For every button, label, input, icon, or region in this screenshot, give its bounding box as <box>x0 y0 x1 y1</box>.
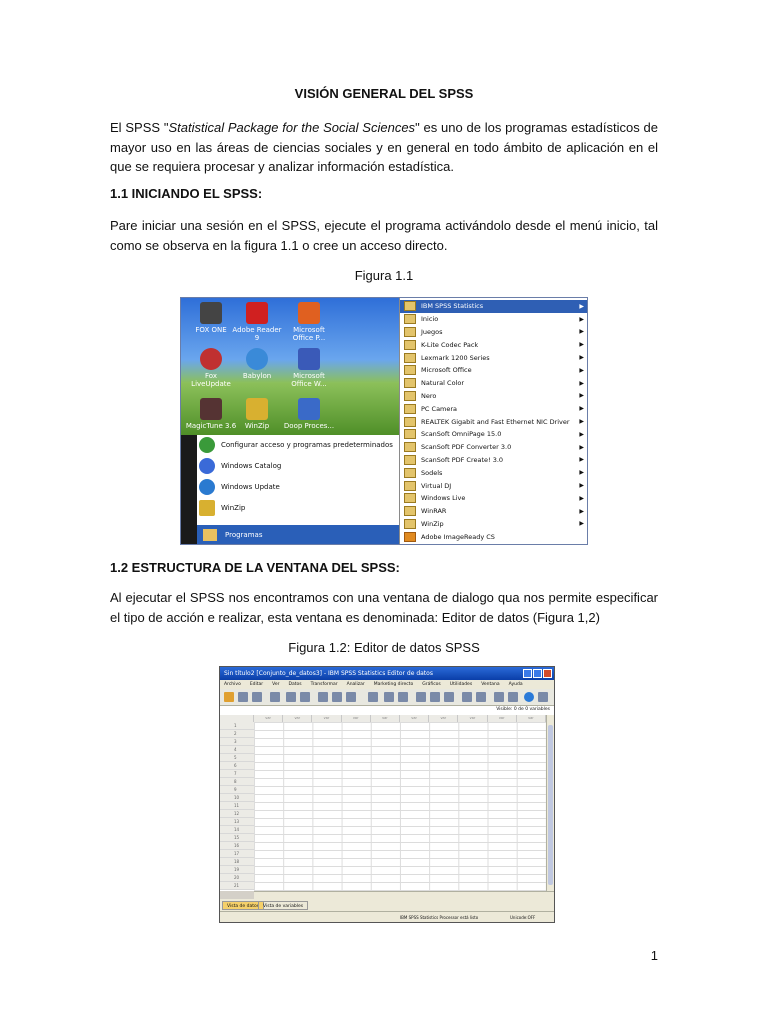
submenu-item[interactable]: Microsoft Office ▶ <box>400 364 588 377</box>
select-cases-icon[interactable] <box>444 692 454 702</box>
row-header[interactable]: 4 <box>220 746 254 754</box>
windows-update-icon <box>199 479 215 495</box>
desktop-area <box>181 298 399 435</box>
variables-icon[interactable] <box>346 692 356 702</box>
folder-icon <box>404 493 416 503</box>
column-header[interactable]: var <box>254 715 283 722</box>
chevron-right-icon: ▶ <box>579 443 584 451</box>
submenu-item[interactable]: Inicio ▶ <box>400 313 588 326</box>
imageready-icon <box>404 532 416 542</box>
figure-1-2-caption: Figura 1.2: Editor de datos SPSS <box>288 640 480 655</box>
winzip-icon <box>199 500 215 516</box>
insert-variable-icon[interactable] <box>398 692 408 702</box>
intro-prefix: El SPSS " <box>110 120 169 135</box>
programs-menu-item[interactable]: Programas <box>197 525 399 544</box>
figure-1-2-screenshot <box>219 666 555 923</box>
row-header[interactable]: 9 <box>220 786 254 794</box>
monitor-icon <box>200 398 222 420</box>
vertical-scrollbar[interactable] <box>546 715 554 891</box>
dialog-recall-icon[interactable] <box>270 692 280 702</box>
figure-1-1-caption: Figura 1.1 <box>354 268 414 283</box>
chevron-right-icon: ▶ <box>579 354 584 362</box>
desktop-icon[interactable]: Microsoft Office W... <box>283 348 335 388</box>
chevron-right-icon: ▶ <box>579 405 584 413</box>
print-icon[interactable] <box>252 692 262 702</box>
submenu-item[interactable]: ScanSoft OmniPage 15.0 ▶ <box>400 428 588 441</box>
chevron-right-icon: ▶ <box>579 520 584 528</box>
minimize-icon[interactable] <box>523 669 532 678</box>
scale-icon[interactable] <box>508 692 518 702</box>
submenu-item[interactable]: Adobe ImageReady CS <box>400 530 588 543</box>
row-header[interactable]: 15 <box>220 834 254 842</box>
submenu-item[interactable]: REALTEK Gigabit and Fast Ethernet NIC Driver ▶ <box>400 415 588 428</box>
row-header[interactable]: 18 <box>220 858 254 866</box>
data-grid <box>220 715 546 891</box>
chevron-right-icon: ▶ <box>579 341 584 349</box>
row-header[interactable]: 7 <box>220 770 254 778</box>
submenu-item[interactable]: PC Camera ▶ <box>400 402 588 415</box>
scroll-thumb[interactable] <box>548 725 553 885</box>
row-header[interactable]: 10 <box>220 794 254 802</box>
word-icon <box>298 348 320 370</box>
goto-case-icon[interactable] <box>318 692 328 702</box>
row-header[interactable]: 19 <box>220 866 254 874</box>
document-icon <box>298 398 320 420</box>
folder-icon <box>404 301 416 311</box>
desktop-icon[interactable]: MagicTune 3.6 <box>185 398 237 430</box>
programs-submenu <box>399 298 588 544</box>
intro-paragraph <box>110 118 658 177</box>
view-tabs <box>220 899 554 911</box>
menu-item-ver[interactable]: Ver <box>272 682 280 687</box>
split-file-icon[interactable] <box>416 692 426 702</box>
row-header[interactable]: 13 <box>220 818 254 826</box>
row-header[interactable]: 1 <box>220 722 254 730</box>
row-header[interactable]: 12 <box>220 810 254 818</box>
undo-icon[interactable] <box>286 692 296 702</box>
section-1-2-heading: 1.2 ESTRUCTURA DE LA VENTANA DEL SPSS: <box>110 560 400 575</box>
column-header[interactable]: var <box>312 715 341 722</box>
chevron-right-icon: ▶ <box>579 456 584 464</box>
spelling-icon[interactable] <box>524 692 534 702</box>
chevron-right-icon: ▶ <box>579 469 584 477</box>
row-header[interactable]: 3 <box>220 738 254 746</box>
chevron-right-icon: ▶ <box>579 482 584 490</box>
use-sets-icon[interactable] <box>476 692 486 702</box>
open-icon[interactable] <box>224 692 234 702</box>
window-title: Sin título2 [Conjunto_de_datos3] - IBM SPSS Statistics Editor de datos <box>224 670 433 677</box>
submenu-item[interactable]: Natural Color ▶ <box>400 377 588 390</box>
row-header[interactable]: 14 <box>220 826 254 834</box>
menu-item-analizar[interactable]: Analizar <box>346 682 365 687</box>
desktop-icon[interactable]: WinZip <box>231 398 283 430</box>
row-header[interactable]: 20 <box>220 874 254 882</box>
powerpoint-icon <box>298 302 320 324</box>
section-1-1-heading: 1.1 INICIANDO EL SPSS: <box>110 186 263 201</box>
babylon-icon <box>246 348 268 370</box>
desktop-icon[interactable]: Adobe Reader 9 <box>231 302 283 342</box>
menu-item-ayuda[interactable]: Ayuda <box>508 682 523 687</box>
column-header[interactable]: var <box>400 715 429 722</box>
pdf-icon <box>246 302 268 324</box>
weight-cases-icon[interactable] <box>430 692 440 702</box>
chevron-right-icon: ▶ <box>579 418 584 426</box>
folder-icon <box>404 353 416 363</box>
toolbar <box>220 689 554 706</box>
folder-icon <box>404 519 416 529</box>
desktop-icon[interactable]: Fox LiveUpdate <box>185 348 237 388</box>
start-menu-item[interactable]: Windows Update <box>199 477 399 497</box>
data-cells[interactable] <box>254 722 546 891</box>
chevron-right-icon: ▶ <box>579 392 584 400</box>
folder-icon <box>404 404 416 414</box>
menu-item-archivo[interactable]: Archivo <box>224 682 241 687</box>
close-icon[interactable] <box>543 669 552 678</box>
submenu-item[interactable]: Nero ▶ <box>400 390 588 403</box>
submenu-item[interactable]: WinRAR ▶ <box>400 505 588 518</box>
row-header[interactable]: 5 <box>220 754 254 762</box>
intro-italic: Statistical Package for the Social Sciences <box>168 120 416 135</box>
row-header[interactable]: 17 <box>220 850 254 858</box>
app-icon <box>200 302 222 324</box>
chevron-right-icon: ▶ <box>579 315 584 323</box>
submenu-item[interactable]: IBM SPSS Statistics ▶ <box>400 300 588 313</box>
submenu-item[interactable]: WinZip ▶ <box>400 518 588 531</box>
submenu-item[interactable]: Windows Live ▶ <box>400 492 588 505</box>
menu-item-editar[interactable]: Editar <box>249 682 264 687</box>
desktop-icon[interactable]: FOX ONE <box>185 302 237 334</box>
menu-bar <box>220 680 554 689</box>
winzip-icon <box>246 398 268 420</box>
submenu-item[interactable]: ScanSoft PDF Create! 3.0 ▶ <box>400 454 588 467</box>
submenu-item[interactable]: K-Lite Codec Pack ▶ <box>400 338 588 351</box>
folder-icon <box>404 442 416 452</box>
catalog-icon <box>199 458 215 474</box>
folder-icon <box>404 340 416 350</box>
processor-status: IBM SPSS Statistics Processor está listo <box>400 915 479 920</box>
chevron-right-icon: ▶ <box>579 379 584 387</box>
chevron-right-icon: ▶ <box>579 430 584 438</box>
start-menu-item[interactable]: Windows Catalog <box>199 456 399 476</box>
submenu-item[interactable]: Virtual DJ ▶ <box>400 479 588 492</box>
column-header[interactable]: var <box>283 715 312 722</box>
update-icon <box>200 348 222 370</box>
page-number: 1 <box>650 948 658 963</box>
folder-icon <box>404 314 416 324</box>
default-programs-icon <box>199 437 215 453</box>
row-header[interactable]: 16 <box>220 842 254 850</box>
corner-cell <box>220 715 254 722</box>
row-header[interactable]: 6 <box>220 762 254 770</box>
chart-icon[interactable] <box>538 692 548 702</box>
redo-icon[interactable] <box>300 692 310 702</box>
row-header[interactable]: 11 <box>220 802 254 810</box>
column-header[interactable]: var <box>488 715 517 722</box>
folder-icon <box>404 468 416 478</box>
start-menu-item[interactable]: Configurar acceso y programas predeterminados <box>199 435 399 455</box>
folder-icon <box>404 391 416 401</box>
figure-1-1-screenshot <box>180 297 588 545</box>
menu-item-ventana[interactable]: Ventana <box>481 682 500 687</box>
chevron-right-icon: ▶ <box>579 302 584 310</box>
column-header[interactable]: var <box>371 715 400 722</box>
menu-item-graficos[interactable]: Gráficos <box>422 682 441 687</box>
desktop-icon[interactable]: Doop Proces... <box>283 398 335 430</box>
tab-vista-de-variables[interactable]: Vista de variables <box>258 901 308 910</box>
menu-item-transformar[interactable]: Transformar <box>310 682 338 687</box>
menu-item-marketing[interactable]: Marketing directo <box>373 682 414 687</box>
maximize-icon[interactable] <box>533 669 542 678</box>
chevron-right-icon: ▶ <box>579 494 584 502</box>
submenu-item[interactable]: Juegos ▶ <box>400 326 588 339</box>
programs-icon <box>203 529 217 541</box>
section-1-2-text: Al ejecutar el SPSS nos encontramos con una ventana de dialogo qua nos permite especificar el tipo de acción e realizar, esta ventana es denominada: Editor de datos (Figura 1,2) <box>110 590 658 625</box>
find-icon[interactable] <box>368 692 378 702</box>
chevron-right-icon: ▶ <box>579 366 584 374</box>
intro-suffix: " es uno de los programas estadísticos de mayor uso en las áreas de ciencias sociales y en general en todo ámbito de aplicación en el que se requiera procesar y analizar información estadística. <box>110 120 658 174</box>
document-title: VISIÓN GENERAL DEL SPSS <box>294 86 474 101</box>
start-menu-sidebar <box>181 435 197 544</box>
chevron-right-icon: ▶ <box>579 507 584 515</box>
value-labels-icon[interactable] <box>462 692 472 702</box>
section-1-1-text: Pare iniciar una sesión en el SPSS, ejecute el programa activándolo desde el menú inicio, tal como se observa en la figura 1.1 o cree un acceso directo. <box>110 218 658 253</box>
row-header[interactable]: 2 <box>220 730 254 738</box>
column-header[interactable]: var <box>458 715 487 722</box>
chevron-right-icon: ▶ <box>579 328 584 336</box>
folder-icon <box>404 378 416 388</box>
window-titlebar <box>220 667 554 680</box>
folder-icon <box>404 429 416 439</box>
column-header[interactable]: var <box>429 715 458 722</box>
folder-icon <box>404 506 416 516</box>
start-menu <box>181 435 399 544</box>
start-menu-item[interactable]: WinZip <box>199 498 399 518</box>
visible-variables-count: Visible: 0 de 0 variables <box>496 707 550 712</box>
window-controls <box>523 669 552 678</box>
submenu-item[interactable]: Lexmark 1200 Series ▶ <box>400 351 588 364</box>
row-header[interactable]: 21 <box>220 882 254 890</box>
folder-icon <box>404 327 416 337</box>
row-header[interactable]: 8 <box>220 778 254 786</box>
column-header[interactable]: var <box>517 715 546 722</box>
column-header[interactable]: var <box>342 715 371 722</box>
grid-icon[interactable] <box>494 692 504 702</box>
folder-icon <box>404 417 416 427</box>
desktop-icon[interactable]: Babylon <box>231 348 283 380</box>
desktop-icon[interactable]: Microsoft Office P... <box>283 302 335 342</box>
folder-icon <box>404 481 416 491</box>
menu-item-utilidades[interactable]: Utilidades <box>449 682 473 687</box>
menu-item-datos[interactable]: Datos <box>288 682 302 687</box>
unicode-status: Unicode:OFF <box>510 915 536 920</box>
insert-cases-icon[interactable] <box>384 692 394 702</box>
submenu-item[interactable]: Sodels ▶ <box>400 466 588 479</box>
save-icon[interactable] <box>238 692 248 702</box>
goto-variable-icon[interactable] <box>332 692 342 702</box>
folder-icon <box>404 455 416 465</box>
status-bar <box>220 911 554 923</box>
submenu-item[interactable]: ScanSoft PDF Converter 3.0 ▶ <box>400 441 588 454</box>
folder-icon <box>404 365 416 375</box>
tab-vista-de-datos[interactable]: Vista de datos <box>222 901 264 910</box>
